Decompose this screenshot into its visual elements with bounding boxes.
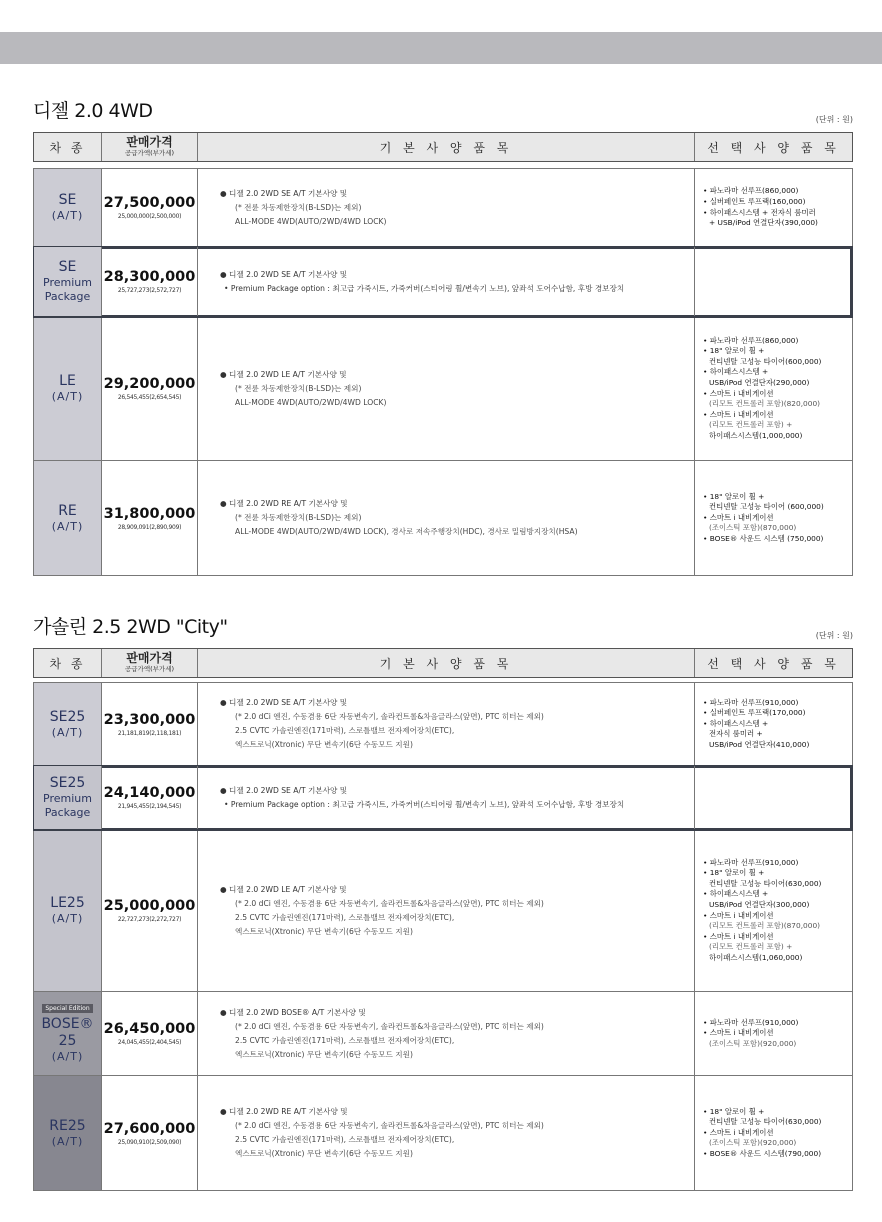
option-spec-line: • 파노라마 선루프(860,000) bbox=[703, 335, 799, 345]
option-spec-line: 하이패스시스템(1,060,000) bbox=[709, 952, 803, 962]
price-section bbox=[33, 96, 853, 576]
table-row bbox=[34, 1076, 852, 1190]
model-sub: Premium bbox=[43, 792, 92, 805]
standard-spec-line: • Premium Package option : 최고급 가죽시트, 가죽커버(스티어링 휠/변속기 노브), 앞좌석 도어수납함, 후방 경보장치 bbox=[224, 799, 625, 809]
option-spec-line: + USB/iPod 연결단자(390,000) bbox=[709, 218, 818, 228]
header-model: 차 종 bbox=[34, 133, 102, 161]
option-spec-line: • 스마트 i 내비게이션 bbox=[703, 388, 774, 398]
option-spec-line: 컨티넨탈 고성능 타이어 (600,000) bbox=[709, 502, 824, 512]
option-spec-line: (조이스틱 포함)(920,000) bbox=[709, 1138, 797, 1148]
option-spec-line: USB/iPod 연결단자(410,000) bbox=[709, 739, 810, 749]
retail-price: 25,000,000 bbox=[103, 898, 196, 914]
model-name: BOSE® 25 bbox=[41, 1015, 94, 1049]
price-cell bbox=[102, 830, 198, 991]
option-spec-cell bbox=[695, 169, 852, 246]
standard-spec-line: ● 디젤 2.0 2WD SE A/T 기본사양 및 bbox=[220, 785, 348, 795]
model-cell bbox=[34, 461, 102, 575]
standard-spec-cell bbox=[198, 461, 695, 575]
standard-spec-line: 엑스트로닉(Xtronic) 무단 변속기(6단 수동모드 지원) bbox=[235, 926, 413, 936]
header-supply-label: 공급가액(부가세) bbox=[124, 149, 175, 157]
model-package: Package bbox=[44, 290, 91, 303]
model-sub: (A/T) bbox=[51, 725, 84, 739]
standard-spec-line: (* 2.0 dCi 엔진, 수동겸용 6단 자동변속기, 솔라컨트롤&차음글라스(앞면), PTC 히터는 제외) bbox=[235, 712, 544, 721]
standard-spec-line: (* 2.0 dCi 엔진, 수동겸용 6단 자동변속기, 솔라컨트롤&차음글라스(앞면), PTC 히터는 제외) bbox=[235, 898, 544, 908]
standard-spec-cell bbox=[198, 1076, 695, 1190]
header-price-label: 판매가격 bbox=[126, 651, 173, 665]
standard-spec-line: ● 디젤 2.0 2WD SE A/T 기본사양 및 bbox=[220, 698, 348, 707]
retail-price: 24,140,000 bbox=[103, 785, 196, 801]
price-section bbox=[33, 612, 853, 1191]
standard-spec-line: (* 2.0 dCi 엔진, 수동겸용 6단 자동변속기, 솔라컨트롤&차음글라스(앞면), PTC 히터는 제외) bbox=[235, 1121, 544, 1130]
option-spec-line: 전자식 룸미러 + bbox=[709, 729, 763, 739]
supply-price: 26,545,455(2,654,545) bbox=[117, 394, 182, 401]
option-spec-line: • 파노라마 선루프(910,000) bbox=[703, 1017, 799, 1027]
option-spec-line: • 하이패스시스템 + bbox=[703, 367, 769, 377]
model-cell bbox=[34, 317, 102, 460]
standard-spec-line: ● 디젤 2.0 2WD LE A/T 기본사양 및 bbox=[220, 884, 347, 894]
model-name: LE bbox=[59, 373, 76, 389]
standard-spec-line: (* 전륜 차동제한장치(B-LSD)는 제외) bbox=[235, 383, 362, 393]
special-edition-badge: Special Edition bbox=[42, 1004, 92, 1013]
option-spec-line: • 하이패스시스템 + 전자식 룸미러 bbox=[703, 207, 816, 217]
standard-spec-line: ALL-MODE 4WD(AUTO/2WD/4WD LOCK) bbox=[235, 216, 387, 226]
option-spec-cell bbox=[695, 247, 852, 316]
header-standard: 기 본 사 양 품 목 bbox=[198, 649, 695, 677]
table-row bbox=[34, 766, 852, 830]
standard-spec-line: • Premium Package option : 최고급 가죽시트, 가죽커버(스티어링 휠/변속기 노브), 앞좌석 도어수납함, 후방 경보장치 bbox=[224, 283, 625, 293]
option-spec-line: • 18" 알로이 휠 + bbox=[703, 346, 765, 356]
header-price bbox=[102, 133, 198, 161]
standard-spec-cell bbox=[198, 317, 695, 460]
model-name: SE bbox=[58, 259, 77, 275]
standard-spec-line: 엑스트로닉(Xtronic) 무단 변속기(6단 수동모드 지원) bbox=[235, 1149, 413, 1158]
standard-spec-line: 엑스트로닉(Xtronic) 무단 변속기(6단 수동모드 지원) bbox=[235, 1049, 413, 1059]
option-spec-line: 컨티넨탈 고성능 타이어(630,000) bbox=[709, 878, 822, 888]
option-spec-cell bbox=[695, 461, 852, 575]
model-cell bbox=[34, 766, 102, 829]
retail-price: 31,800,000 bbox=[103, 505, 196, 522]
standard-spec-line: ● 디젤 2.0 2WD LE A/T 기본사양 및 bbox=[220, 369, 347, 379]
section-title: 디젤 2.0 4WD bbox=[33, 100, 153, 122]
price-cell bbox=[102, 317, 198, 460]
model-name: SE bbox=[58, 192, 77, 208]
option-spec-line: (조이스틱 포함)(870,000) bbox=[709, 523, 797, 533]
table-row bbox=[34, 683, 852, 766]
unit-label: (단위 : 원) bbox=[815, 631, 853, 640]
option-spec-line: • 파노라마 선루프(910,000) bbox=[703, 857, 799, 867]
option-spec-line: USB/iPod 연결단자(290,000) bbox=[709, 377, 810, 387]
table-row bbox=[34, 461, 852, 575]
option-spec-line: • 18" 알로이 휠 + bbox=[703, 868, 765, 878]
standard-spec-line: ● 디젤 2.0 2WD SE A/T 기본사양 및 bbox=[220, 269, 348, 279]
option-spec-cell bbox=[695, 992, 852, 1075]
price-cell bbox=[102, 766, 198, 829]
option-spec-line: 컨티넨탈 고성능 타이어(600,000) bbox=[709, 356, 822, 366]
supply-price: 21,945,455(2,194,545) bbox=[117, 803, 182, 810]
standard-spec-line: ALL-MODE 4WD(AUTO/2WD/4WD LOCK) bbox=[235, 397, 387, 407]
standard-spec-line: 2.5 CVTC 가솔린엔진(171마력), 스로틀밸브 전자제어장치(ETC), bbox=[235, 912, 455, 922]
option-spec-line: • 실버페인트 루프랙(170,000) bbox=[703, 708, 806, 718]
retail-price: 27,500,000 bbox=[103, 195, 196, 211]
standard-spec-line: ● 디젤 2.0 2WD BOSE® A/T 기본사양 및 bbox=[220, 1007, 366, 1017]
option-spec-line: • 스마트 i 내비게이션 bbox=[703, 409, 774, 419]
option-spec-line: 컨티넨탈 고성능 타이어(630,000) bbox=[709, 1117, 822, 1127]
price-cell bbox=[102, 992, 198, 1075]
standard-spec-cell bbox=[198, 992, 695, 1075]
top-banner bbox=[0, 32, 882, 64]
supply-price: 28,909,091(2,890,909) bbox=[117, 523, 182, 531]
table-header bbox=[33, 648, 853, 678]
model-package: Package bbox=[44, 806, 91, 819]
option-spec-cell bbox=[695, 830, 852, 991]
supply-price: 25,727,273(2,572,727) bbox=[117, 287, 182, 294]
model-name: LE25 bbox=[50, 895, 85, 911]
option-spec-line: • 스마트 i 내비게이션 bbox=[703, 931, 774, 941]
model-cell bbox=[34, 683, 102, 765]
model-sub: (A/T) bbox=[51, 1134, 84, 1148]
supply-price: 22,727,273(2,272,727) bbox=[117, 916, 182, 923]
model-name: RE25 bbox=[49, 1117, 86, 1134]
option-spec-line: USB/iPod 연결단자(300,000) bbox=[709, 899, 810, 909]
option-spec-line: (리모트 컨트롤러 포함) + bbox=[709, 420, 793, 430]
option-spec-line: • BOSE® 사운드 시스템(790,000) bbox=[703, 1148, 822, 1158]
price-cell bbox=[102, 169, 198, 246]
retail-price: 26,450,000 bbox=[103, 1021, 196, 1037]
supply-price: 24,045,455(2,404,545) bbox=[117, 1039, 182, 1046]
option-spec-line: • 실버페인트 루프랙(160,000) bbox=[703, 196, 806, 206]
option-spec-line: • 스마트 i 내비게이션 bbox=[703, 1127, 774, 1137]
table-header bbox=[33, 132, 853, 162]
header-price-label: 판매가격 bbox=[126, 135, 173, 149]
price-cell bbox=[102, 247, 198, 316]
table-row bbox=[34, 317, 852, 461]
table-row bbox=[34, 830, 852, 992]
price-cell bbox=[102, 683, 198, 765]
option-spec-line: • 하이패스시스템 + bbox=[703, 718, 769, 728]
standard-spec-cell bbox=[198, 830, 695, 991]
standard-spec-line: 2.5 CVTC 가솔린엔진(171마력), 스로틀밸브 전자제어장치(ETC), bbox=[235, 1035, 455, 1045]
section-title: 가솔린 2.5 2WD "City" bbox=[33, 616, 228, 638]
option-spec-line: (조이스틱 포함)(920,000) bbox=[709, 1038, 797, 1048]
option-spec-line: • 파노라마 선루프(860,000) bbox=[703, 186, 799, 196]
standard-spec-cell bbox=[198, 247, 695, 316]
standard-spec-cell bbox=[198, 766, 695, 829]
table-row bbox=[34, 169, 852, 247]
option-spec-line: • 스마트 i 내비게이션 bbox=[703, 1028, 774, 1038]
option-spec-cell bbox=[695, 766, 852, 829]
model-sub: Premium bbox=[43, 276, 92, 289]
retail-price: 28,300,000 bbox=[103, 269, 196, 285]
option-spec-line: • 스마트 i 내비게이션 bbox=[703, 512, 774, 522]
model-sub: (A/T) bbox=[51, 390, 84, 403]
standard-spec-cell bbox=[198, 683, 695, 765]
model-name: SE25 bbox=[49, 708, 86, 725]
retail-price: 23,300,000 bbox=[103, 711, 196, 728]
option-spec-line: (리모트 컨트롤러 포함)(870,000) bbox=[709, 921, 821, 931]
option-spec-line: • 스마트 i 내비게이션 bbox=[703, 910, 774, 920]
model-cell bbox=[34, 169, 102, 246]
header-model: 차 종 bbox=[34, 649, 102, 677]
unit-label: (단위 : 원) bbox=[815, 115, 853, 124]
model-sub: (A/T) bbox=[51, 209, 84, 222]
price-table bbox=[33, 682, 853, 1191]
standard-spec-line: ● 디젤 2.0 2WD RE A/T 기본사양 및 bbox=[220, 1107, 348, 1116]
option-spec-cell bbox=[695, 317, 852, 460]
header-options: 선 택 사 양 품 목 bbox=[707, 140, 840, 155]
table-row bbox=[34, 992, 852, 1076]
option-spec-line: • 18" 알로이 휠 + bbox=[703, 1106, 765, 1116]
option-spec-cell bbox=[695, 683, 852, 765]
option-spec-line: • BOSE® 사운드 시스템 (750,000) bbox=[703, 533, 824, 543]
model-name: SE25 bbox=[49, 775, 86, 791]
price-table bbox=[33, 168, 853, 576]
header-supply-label: 공급가액(부가세) bbox=[124, 665, 175, 673]
retail-price: 27,600,000 bbox=[103, 1120, 196, 1137]
model-cell bbox=[34, 1076, 102, 1190]
option-spec-cell bbox=[695, 1076, 852, 1190]
standard-spec-line: (* 2.0 dCi 엔진, 수동겸용 6단 자동변속기, 솔라컨트롤&차음글라스(앞면), PTC 히터는 제외) bbox=[235, 1021, 544, 1031]
model-cell bbox=[34, 830, 102, 991]
option-spec-line: 하이패스시스템(1,000,000) bbox=[709, 430, 803, 440]
standard-spec-line: 엑스트로닉(Xtronic) 무단 변속기(6단 수동모드 지원) bbox=[235, 740, 413, 749]
option-spec-line: • 파노라마 선루프(910,000) bbox=[703, 697, 799, 707]
standard-spec-line: 2.5 CVTC 가솔린엔진(171마력), 스로틀밸브 전자제어장치(ETC), bbox=[235, 1135, 455, 1144]
standard-spec-line: 2.5 CVTC 가솔린엔진(171마력), 스로틀밸브 전자제어장치(ETC), bbox=[235, 726, 455, 735]
model-sub: (A/T) bbox=[51, 1049, 84, 1063]
standard-spec-line: ● 디젤 2.0 2WD RE A/T 기본사양 및 bbox=[220, 499, 348, 508]
price-cell bbox=[102, 1076, 198, 1190]
model-sub: (A/T) bbox=[51, 912, 84, 925]
supply-price: 21,181,819(2,118,181) bbox=[117, 729, 182, 737]
supply-price: 25,000,000(2,500,000) bbox=[117, 213, 182, 220]
header-options: 선 택 사 양 품 목 bbox=[707, 656, 840, 671]
table-row bbox=[34, 247, 852, 317]
model-cell bbox=[34, 247, 102, 316]
option-spec-line: (리모트 컨트롤러 포함)(820,000) bbox=[709, 399, 821, 409]
header-standard: 기 본 사 양 품 목 bbox=[198, 133, 695, 161]
model-name: RE bbox=[58, 502, 77, 519]
standard-spec-line: ALL-MODE 4WD(AUTO/2WD/4WD LOCK), 경사로 저속주행장치(HDC), 경사로 밀림방지장치(HSA) bbox=[235, 527, 578, 536]
model-cell bbox=[34, 992, 102, 1075]
option-spec-line: • 18" 알로이 휠 + bbox=[703, 491, 765, 501]
option-spec-line: • 하이패스시스템 + bbox=[703, 889, 769, 899]
model-sub: (A/T) bbox=[51, 519, 84, 533]
retail-price: 29,200,000 bbox=[103, 376, 196, 392]
option-spec-line: (리모트 컨트롤러 포함) + bbox=[709, 942, 793, 952]
standard-spec-line: (* 전륜 차동제한장치(B-LSD)는 제외) bbox=[235, 513, 362, 522]
header-price bbox=[102, 649, 198, 677]
price-cell bbox=[102, 461, 198, 575]
standard-spec-cell bbox=[198, 169, 695, 246]
supply-price: 25,090,910(2,509,090) bbox=[117, 1138, 182, 1146]
standard-spec-line: (* 전륜 차동제한장치(B-LSD)는 제외) bbox=[235, 202, 362, 212]
standard-spec-line: ● 디젤 2.0 2WD SE A/T 기본사양 및 bbox=[220, 188, 348, 198]
